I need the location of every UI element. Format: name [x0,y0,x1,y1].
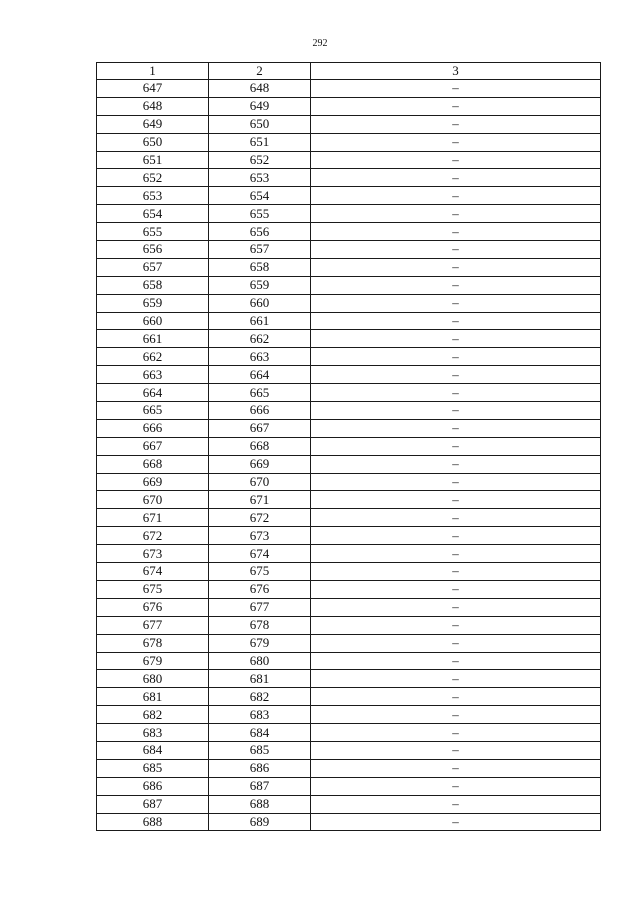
table-body [97,80,601,831]
table-row [97,634,601,652]
table-row [97,205,601,223]
table-cell-col-2: 675 [209,563,311,581]
table-cell-col-2: 666 [209,402,311,420]
table-row [97,777,601,795]
table-cell-col-3: – [311,724,601,742]
table-cell-col-3: – [311,133,601,151]
table-cell-col-3: – [311,115,601,133]
page-number: 292 [312,38,328,49]
table-cell-col-3: – [311,688,601,706]
table-cell-col-1: 688 [97,813,209,831]
table-cell-col-3: – [311,384,601,402]
table-cell-col-3: – [311,491,601,509]
table-cell-col-3: – [311,437,601,455]
table-row [97,366,601,384]
table-cell-col-2: 660 [209,294,311,312]
data-table [96,62,601,831]
table-cell-col-2: 656 [209,223,311,241]
table-row [97,491,601,509]
table-cell-col-3: – [311,97,601,115]
table-cell-col-3: – [311,634,601,652]
table-cell-col-2: 684 [209,724,311,742]
table-cell-col-3: – [311,223,601,241]
table-cell-col-3: – [311,419,601,437]
column-header-3: 3 [311,63,601,80]
table-cell-col-2: 678 [209,616,311,634]
table-cell-col-2: 668 [209,437,311,455]
table-cell-col-2: 671 [209,491,311,509]
table-cell-col-1: 675 [97,580,209,598]
table-cell-col-2: 654 [209,187,311,205]
table-cell-col-1: 655 [97,223,209,241]
table-cell-col-3: – [311,276,601,294]
table-cell-col-1: 682 [97,706,209,724]
table-cell-col-1: 659 [97,294,209,312]
table-cell-col-2: 689 [209,813,311,831]
table-cell-col-2: 687 [209,777,311,795]
table-cell-col-1: 658 [97,276,209,294]
table-cell-col-1: 674 [97,563,209,581]
table-cell-col-3: – [311,741,601,759]
table-row [97,223,601,241]
table-cell-col-3: – [311,706,601,724]
table-cell-col-3: – [311,205,601,223]
table-cell-col-2: 662 [209,330,311,348]
table-cell-col-3: – [311,813,601,831]
table-row [97,741,601,759]
table-cell-col-3: – [311,330,601,348]
table-row [97,133,601,151]
table-cell-col-2: 650 [209,115,311,133]
table-cell-col-1: 669 [97,473,209,491]
table-row [97,455,601,473]
table-row [97,419,601,437]
table-cell-col-1: 686 [97,777,209,795]
table-cell-col-2: 653 [209,169,311,187]
table-row [97,384,601,402]
table-row [97,276,601,294]
table-cell-col-3: – [311,509,601,527]
table-cell-col-3: – [311,402,601,420]
table-cell-col-3: – [311,473,601,491]
table-cell-col-1: 676 [97,598,209,616]
table-cell-col-3: – [311,652,601,670]
table-row [97,80,601,98]
table-row [97,688,601,706]
table-row [97,115,601,133]
table-cell-col-2: 670 [209,473,311,491]
table-cell-col-2: 676 [209,580,311,598]
table-cell-col-3: – [311,777,601,795]
table-cell-col-1: 649 [97,115,209,133]
table-row [97,97,601,115]
table-cell-col-1: 662 [97,348,209,366]
table-cell-col-2: 669 [209,455,311,473]
header-row [97,63,601,80]
table-row [97,473,601,491]
table-row [97,616,601,634]
table-cell-col-2: 681 [209,670,311,688]
table-cell-col-1: 652 [97,169,209,187]
table-cell-col-1: 672 [97,527,209,545]
table-row [97,258,601,276]
table-cell-col-3: – [311,241,601,259]
table-row [97,402,601,420]
table-cell-col-1: 680 [97,670,209,688]
table-cell-col-1: 657 [97,258,209,276]
table-row [97,509,601,527]
table-row [97,795,601,813]
table-cell-col-1: 679 [97,652,209,670]
table-cell-col-3: – [311,598,601,616]
table-cell-col-1: 670 [97,491,209,509]
table-cell-col-2: 655 [209,205,311,223]
table-row [97,759,601,777]
table-cell-col-3: – [311,312,601,330]
table-cell-col-3: – [311,759,601,777]
table-cell-col-1: 671 [97,509,209,527]
table-cell-col-2: 649 [209,97,311,115]
table-row [97,813,601,831]
table-cell-col-1: 651 [97,151,209,169]
table-cell-col-1: 648 [97,97,209,115]
table-row [97,580,601,598]
table-cell-col-2: 651 [209,133,311,151]
table-cell-col-1: 673 [97,545,209,563]
table-cell-col-3: – [311,151,601,169]
table-cell-col-2: 686 [209,759,311,777]
table-row [97,545,601,563]
table-cell-col-3: – [311,580,601,598]
table-row [97,527,601,545]
table-cell-col-1: 687 [97,795,209,813]
table-cell-col-1: 668 [97,455,209,473]
table-row [97,151,601,169]
table-cell-col-2: 677 [209,598,311,616]
table-cell-col-1: 683 [97,724,209,742]
table-cell-col-1: 665 [97,402,209,420]
table-cell-col-2: 659 [209,276,311,294]
table-cell-col-3: – [311,795,601,813]
table-cell-col-3: – [311,455,601,473]
table-cell-col-1: 678 [97,634,209,652]
table-cell-col-2: 680 [209,652,311,670]
table-cell-col-2: 658 [209,258,311,276]
table-cell-col-1: 685 [97,759,209,777]
data-table-container [96,62,600,831]
table-row [97,670,601,688]
table-cell-col-2: 682 [209,688,311,706]
table-cell-col-2: 664 [209,366,311,384]
table-cell-col-2: 672 [209,509,311,527]
table-cell-col-2: 667 [209,419,311,437]
table-cell-col-3: – [311,616,601,634]
table-cell-col-3: – [311,563,601,581]
table-cell-col-3: – [311,545,601,563]
table-cell-col-1: 684 [97,741,209,759]
table-row [97,294,601,312]
table-cell-col-2: 663 [209,348,311,366]
table-cell-col-2: 652 [209,151,311,169]
table-cell-col-1: 650 [97,133,209,151]
table-row [97,724,601,742]
table-cell-col-1: 654 [97,205,209,223]
table-row [97,652,601,670]
table-cell-col-1: 660 [97,312,209,330]
table-row [97,706,601,724]
table-row [97,598,601,616]
column-header-1: 1 [97,63,209,80]
table-row [97,241,601,259]
table-cell-col-3: – [311,80,601,98]
table-cell-col-3: – [311,366,601,384]
table-cell-col-2: 657 [209,241,311,259]
table-cell-col-2: 661 [209,312,311,330]
column-header-2: 2 [209,63,311,80]
table-cell-col-2: 688 [209,795,311,813]
table-cell-col-2: 679 [209,634,311,652]
table-cell-col-3: – [311,670,601,688]
table-cell-col-1: 666 [97,419,209,437]
table-cell-col-1: 681 [97,688,209,706]
table-row [97,330,601,348]
table-row [97,437,601,455]
table-cell-col-1: 664 [97,384,209,402]
table-cell-col-2: 665 [209,384,311,402]
table-row [97,563,601,581]
table-cell-col-1: 647 [97,80,209,98]
table-cell-col-1: 677 [97,616,209,634]
table-cell-col-1: 667 [97,437,209,455]
table-cell-col-3: – [311,527,601,545]
table-cell-col-2: 673 [209,527,311,545]
table-row [97,169,601,187]
table-cell-col-3: – [311,294,601,312]
table-cell-col-1: 663 [97,366,209,384]
table-cell-col-2: 648 [209,80,311,98]
table-cell-col-3: – [311,258,601,276]
table-header [97,63,601,80]
table-cell-col-1: 656 [97,241,209,259]
table-cell-col-3: – [311,169,601,187]
table-cell-col-3: – [311,348,601,366]
table-row [97,348,601,366]
table-cell-col-1: 661 [97,330,209,348]
table-row [97,187,601,205]
table-cell-col-2: 674 [209,545,311,563]
table-cell-col-1: 653 [97,187,209,205]
table-row [97,312,601,330]
table-cell-col-2: 683 [209,706,311,724]
table-cell-col-2: 685 [209,741,311,759]
table-cell-col-3: – [311,187,601,205]
